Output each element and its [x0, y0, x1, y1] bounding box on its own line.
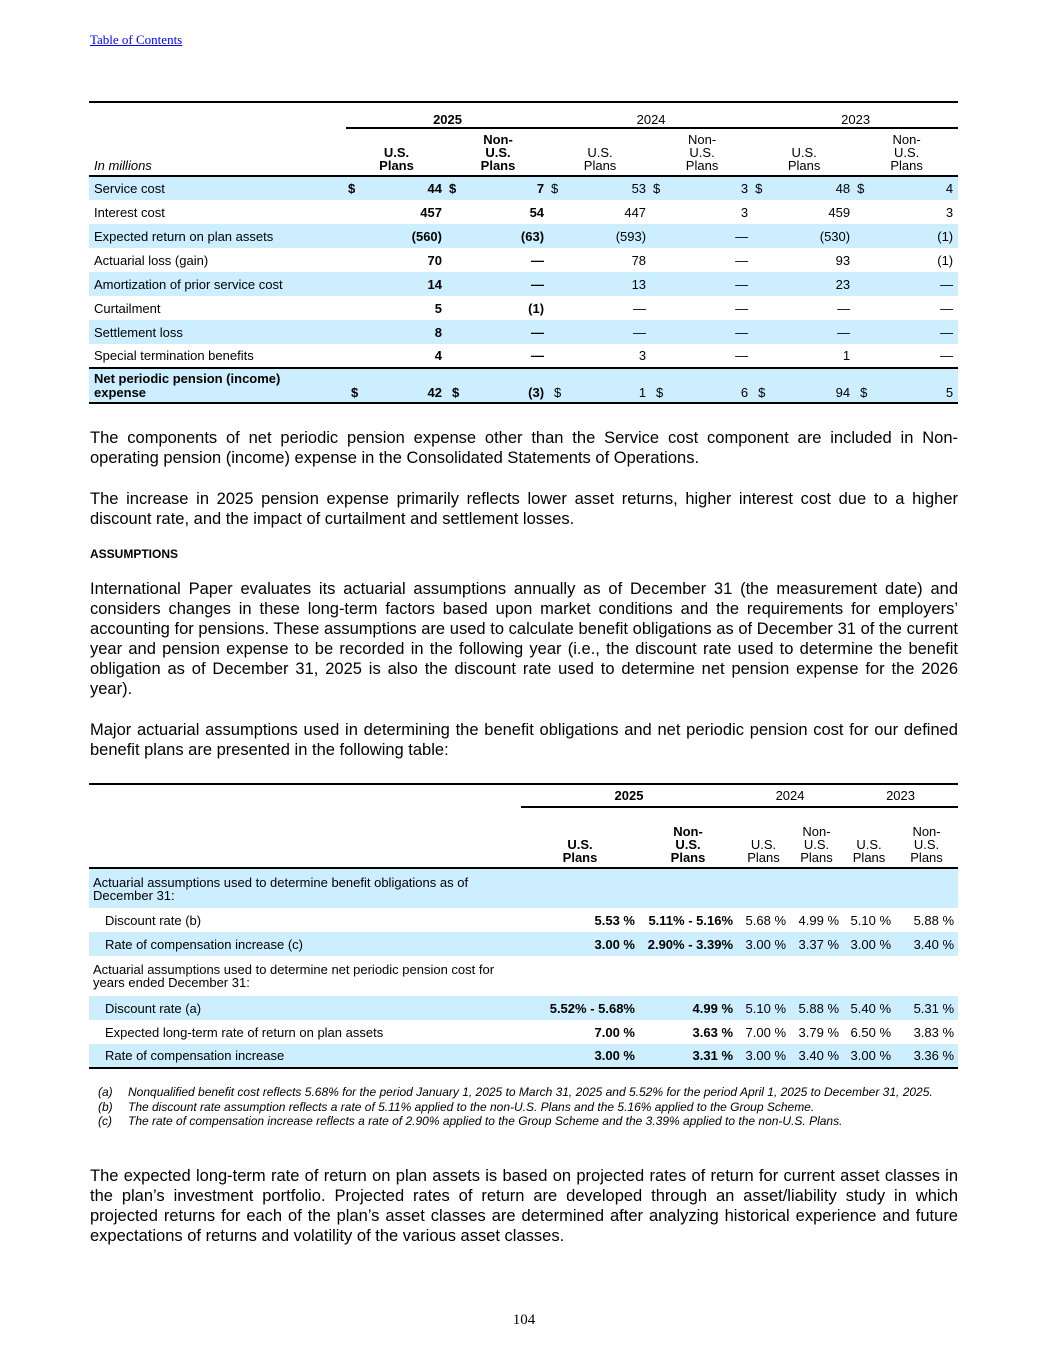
cell-value: (1) — [875, 224, 958, 248]
cell-value: 3.40 % — [790, 1044, 843, 1068]
table-row — [89, 320, 958, 344]
cell-value: 3 — [638, 348, 647, 363]
total-value: (3) — [467, 368, 549, 403]
cell-value: 6.50 % — [850, 1024, 892, 1040]
cell-value: 3.31 % — [639, 1044, 737, 1068]
cell-value: 5.10 % — [737, 996, 790, 1020]
cell-value: 4 — [434, 348, 442, 363]
cell-value: — — [671, 224, 753, 248]
cell-value: 3 — [945, 204, 954, 220]
total-value: 1 — [569, 368, 651, 403]
footnote-a — [98, 1085, 958, 1100]
cell-value: 44 — [366, 176, 447, 200]
section-label: Actuarial assumptions used to determine net periodic pension cost for years ended December 31: — [93, 962, 495, 990]
cell-value: 4.99 % — [798, 912, 840, 928]
col-2023-us-plans: U.S. Plans — [753, 128, 855, 176]
currency-symbol: $ — [753, 176, 773, 200]
table-row — [89, 1020, 958, 1044]
cell-value: 5.10 % — [850, 912, 892, 928]
row-label: Discount rate (a) — [89, 996, 521, 1020]
cell-value: 5.40 % — [843, 996, 895, 1020]
col-2025-non-us-plans: Non- U.S. Plans — [447, 128, 549, 176]
cell-value: 3.40 % — [895, 932, 958, 956]
actuarial-assumptions-table — [89, 783, 958, 1069]
cell-value: — — [940, 348, 954, 363]
footnote-text: Nonqualified benefit cost reflects 5.68% for the period January 1, 2025 to March 31, 2025 and 5.52% for the period April 1, 2025 to December 31, 2025. — [128, 1085, 933, 1099]
cell-value: (560) — [366, 224, 447, 248]
cell-value: 7.00 % — [594, 1024, 635, 1040]
col-2023-non-us-plans: Non- U.S. Plans — [855, 128, 958, 176]
footnote-text: The discount rate assumption reflects a rate of 5.11% applied to the non-U.S. Plans and the 5.16% applied to the Group Scheme. — [128, 1099, 815, 1114]
table-of-contents-link[interactable]: Table of Contents — [90, 32, 183, 47]
total-value: 5 — [875, 368, 958, 403]
cell-value: 3.00 % — [521, 1044, 639, 1068]
cell-value: 459 — [828, 204, 851, 220]
cell-value: (530) — [773, 224, 855, 248]
total-row — [89, 368, 958, 403]
table-row — [89, 200, 958, 224]
cell-value: 8 — [366, 320, 447, 344]
cell-value: — — [671, 320, 753, 344]
footnotes — [98, 1085, 958, 1129]
footnote-b — [98, 1100, 958, 1115]
table-row — [89, 296, 958, 320]
col-2024-us-plans: U.S. Plans — [737, 807, 790, 868]
cell-value: — — [531, 348, 545, 363]
cell-value: 78 — [631, 252, 647, 268]
table-row — [89, 248, 958, 272]
cell-value: — — [875, 272, 958, 296]
row-label: Curtailment — [94, 300, 161, 316]
year-2025: 2025 — [521, 784, 737, 807]
cell-value: — — [569, 320, 651, 344]
column-header-row — [89, 807, 958, 868]
column-header-row — [89, 128, 958, 176]
cell-value: 93 — [835, 252, 851, 268]
footnote-marker: (a) — [98, 1085, 113, 1099]
cell-value: (1) — [528, 300, 545, 316]
cell-value: 23 — [773, 272, 855, 296]
cell-value: 5 — [434, 300, 442, 316]
cell-value: 3.37 % — [790, 932, 843, 956]
cell-value: — — [735, 300, 749, 316]
cell-value: 5.88 % — [913, 912, 955, 928]
cell-value: 457 — [420, 204, 442, 220]
cell-value: — — [837, 300, 851, 316]
cell-value: 3.00 % — [843, 1044, 895, 1068]
section-row-benefit-obligations — [89, 868, 958, 908]
section-row-net-periodic-cost — [89, 956, 958, 996]
cell-value: — — [671, 272, 753, 296]
cell-value: 4 — [875, 176, 958, 200]
cell-value: 3.00 % — [737, 1044, 790, 1068]
paragraph-expected-return: The expected long-term rate of return on plan assets is based on projected rates of return for current asset classes in the plan’s investment portfolio. Projected rates of return are developed through an asset/liability study in which projected returns for each of the plan’s asset classes are determined after analyzing historical experience and future expectations of returns and volatility of the various asset classes. — [90, 1167, 958, 1245]
year-2024: 2024 — [737, 784, 843, 807]
table-row — [89, 996, 958, 1020]
paragraph-non-operating-pension: The components of net periodic pension expense other than the Service cost component are included in Non-operating pension (income) expense in the Consolidated Statements of Operations. — [90, 429, 958, 467]
row-label: Expected long-term rate of return on plan assets — [105, 1024, 384, 1040]
currency-symbol: $ — [447, 368, 467, 403]
cell-value: 447 — [624, 204, 647, 220]
col-2024-us-plans: U.S. Plans — [549, 128, 651, 176]
section-heading-assumptions: ASSUMPTIONS — [90, 547, 179, 561]
cell-value: 3.79 % — [798, 1024, 840, 1040]
year-header-row — [89, 102, 958, 128]
cell-value: 5.88 % — [790, 996, 843, 1020]
table-row — [89, 908, 958, 932]
cell-value: 3.00 % — [521, 932, 639, 956]
cell-value: — — [735, 252, 749, 268]
total-value: 6 — [671, 368, 753, 403]
row-label: Service cost — [89, 176, 346, 200]
cell-value: 3.83 % — [913, 1024, 955, 1040]
cell-value: 48 — [773, 176, 855, 200]
cell-value: 3 — [671, 176, 753, 200]
total-value: 42 — [366, 368, 447, 403]
cell-value: 5.68 % — [745, 912, 787, 928]
cell-value: 3.00 % — [737, 932, 790, 956]
cell-value: 13 — [569, 272, 651, 296]
table-row — [89, 224, 958, 248]
paragraph-actuarial-assumptions: International Paper evaluates its actuarial assumptions annually as of December 31 (the measurement date) and considers changes in these long-term factors based upon market conditions and the requirements for employers’ accounting for pensions. These assumptions are used to calculate benefit obligations as of December 31 of the current year and pension expense to be recorded in the following year (i.e., the discount rate used to determine the benefit obligation as of December 31, 2025 is also the discount rate used to determine net pension expense for the 2026 year). — [90, 580, 958, 698]
cell-value: 1 — [842, 348, 851, 363]
row-label: Rate of compensation increase — [89, 1044, 521, 1068]
table-row — [89, 932, 958, 956]
row-label: Amortization of prior service cost — [89, 272, 346, 296]
footnote-text: The rate of compensation increase reflects a rate of 2.90% applied to the Group Scheme and the 3.39% applied to the non-U.S. Plans. — [128, 1114, 843, 1128]
row-label: Discount rate (b) — [105, 912, 202, 928]
cell-value: (1) — [937, 252, 954, 268]
year-2023: 2023 — [843, 784, 958, 807]
cell-value: 5.52% - 5.68% — [521, 996, 639, 1020]
cell-value: — — [467, 272, 549, 296]
col-2023-non-us-plans: Non- U.S. Plans — [895, 807, 958, 868]
cell-value: 3.36 % — [895, 1044, 958, 1068]
cell-value: — — [773, 320, 855, 344]
row-label: Actuarial loss (gain) — [94, 252, 209, 268]
cell-value: 53 — [569, 176, 651, 200]
total-label: Net periodic pension (income) expense — [89, 368, 346, 403]
cell-value: 5.11% - 5.16% — [648, 912, 734, 928]
footnote-c — [98, 1114, 958, 1129]
total-value: 94 — [773, 368, 855, 403]
currency-symbol: $ — [346, 176, 366, 200]
currency-symbol: $ — [753, 368, 773, 403]
cell-value: 54 — [529, 204, 545, 220]
table-row — [89, 272, 958, 296]
cell-value: (593) — [569, 224, 651, 248]
row-label: Settlement loss — [89, 320, 346, 344]
col-2024-non-us-plans: Non- U.S. Plans — [790, 807, 843, 868]
currency-symbol: $ — [549, 176, 569, 200]
pension-expense-table — [89, 101, 958, 404]
row-label: Special termination benefits — [94, 348, 254, 363]
footnote-marker: (c) — [98, 1114, 112, 1128]
year-2025: 2025 — [346, 102, 549, 128]
currency-symbol: $ — [549, 368, 569, 403]
cell-value: 7 — [467, 176, 549, 200]
cell-value: 2.90% - 3.39% — [639, 932, 737, 956]
cell-value: — — [531, 252, 545, 268]
units-label: In millions — [89, 128, 346, 176]
cell-value: (63) — [467, 224, 549, 248]
col-2023-us-plans: U.S. Plans — [843, 807, 895, 868]
cell-value: 3.63 % — [692, 1024, 734, 1040]
cell-value: — — [875, 320, 958, 344]
cell-value: 70 — [427, 252, 442, 268]
currency-symbol: $ — [651, 368, 671, 403]
col-2024-non-us-plans: Non- U.S. Plans — [651, 128, 753, 176]
cell-value: 3.00 % — [843, 932, 895, 956]
year-header-row — [89, 784, 958, 807]
cell-value: — — [633, 300, 647, 316]
cell-value: — — [467, 320, 549, 344]
currency-symbol: $ — [855, 176, 875, 200]
cell-value: 4.99 % — [639, 996, 737, 1020]
col-2025-us-plans: U.S. Plans — [521, 807, 639, 868]
currency-symbol: $ — [346, 368, 366, 403]
year-2024: 2024 — [549, 102, 753, 128]
currency-symbol: $ — [447, 176, 467, 200]
row-label: Interest cost — [94, 204, 165, 220]
year-2023: 2023 — [753, 102, 958, 128]
currency-symbol: $ — [855, 368, 875, 403]
table-row — [89, 1044, 958, 1068]
row-label: Expected return on plan assets — [89, 224, 346, 248]
page-number: 104 — [512, 1312, 536, 1328]
cell-value: 7.00 % — [745, 1024, 787, 1040]
paragraph-pension-expense-increase: The increase in 2025 pension expense primarily reflects lower asset returns, higher interest cost due to a higher discount rate, and the impact of curtailment and settlement losses. — [90, 490, 958, 528]
table-row — [89, 344, 958, 368]
cell-value: 5.53 % — [594, 912, 635, 928]
col-2025-us-plans: U.S. Plans — [346, 128, 447, 176]
row-label: Rate of compensation increase (c) — [89, 932, 521, 956]
footnote-marker: (b) — [98, 1099, 113, 1114]
cell-value: 14 — [366, 272, 447, 296]
currency-symbol: $ — [651, 176, 671, 200]
cell-value: 3 — [740, 204, 749, 220]
cell-value: — — [735, 348, 749, 363]
table-row — [89, 176, 958, 200]
cell-value: 5.31 % — [895, 996, 958, 1020]
paragraph-major-assumptions: Major actuarial assumptions used in determining the benefit obligations and net periodic pension cost for our defined benefit plans are presented in the following table: — [90, 721, 958, 759]
section-label: Actuarial assumptions used to determine benefit obligations as of December 31: — [89, 868, 521, 908]
col-2025-non-us-plans: Non- U.S. Plans — [639, 807, 737, 868]
cell-value: — — [940, 300, 954, 316]
